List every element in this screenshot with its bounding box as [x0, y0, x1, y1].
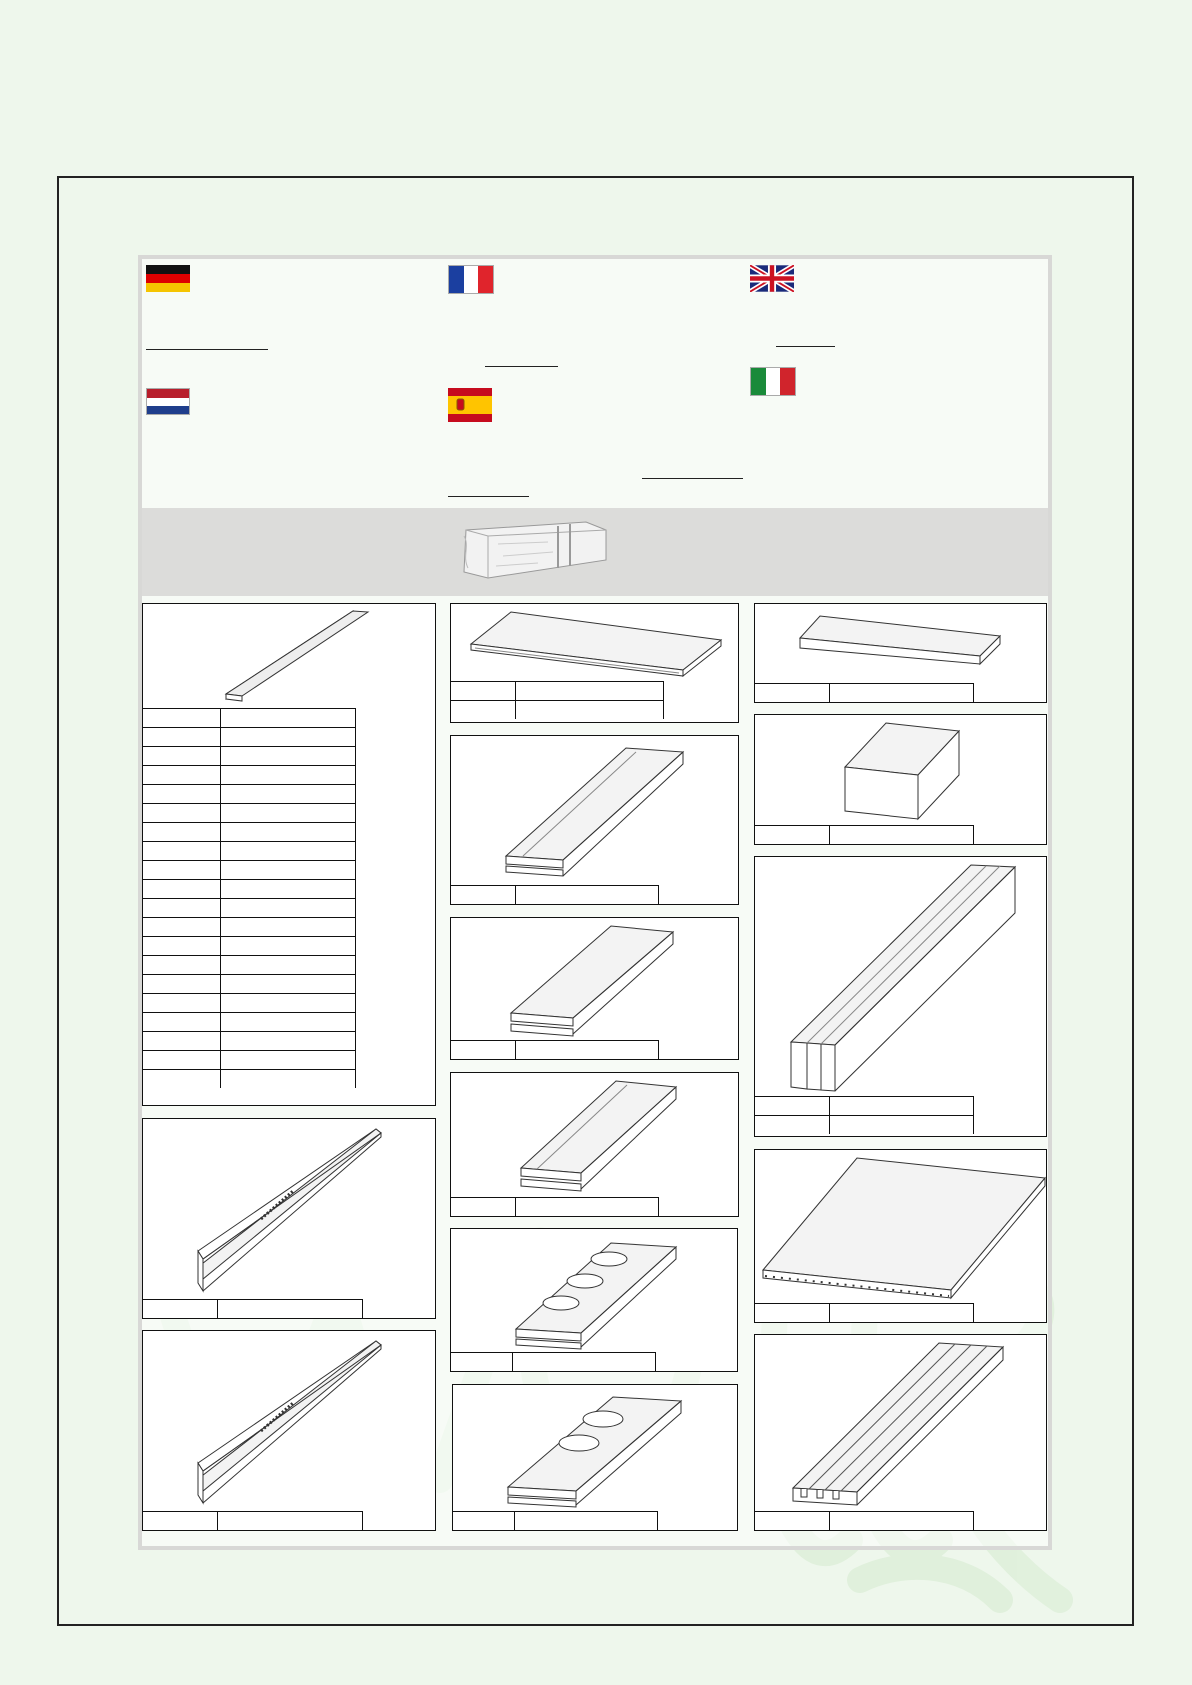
- table-row: [143, 728, 356, 747]
- beam-bundle-table: [755, 1096, 974, 1134]
- part-panel-gable-2: [142, 1330, 436, 1531]
- underline-de: [146, 349, 268, 350]
- part-panel-flat-board: [754, 603, 1047, 703]
- part-panel-beam-bundle: [754, 856, 1047, 1137]
- table-row: [451, 1041, 659, 1060]
- table-row: [143, 842, 356, 861]
- table-row: [755, 1512, 974, 1531]
- table-row: [755, 684, 974, 703]
- underline-gb: [776, 346, 835, 347]
- table-row: [143, 994, 356, 1013]
- table-row: [143, 1300, 363, 1319]
- part-panel-profile-board-3: [450, 1072, 739, 1217]
- table-row: [143, 1032, 356, 1051]
- table-row: [143, 766, 356, 785]
- part-panel-board-list: [142, 603, 436, 1106]
- table-row: [755, 826, 974, 845]
- table-row: [451, 1198, 659, 1217]
- window-board-drawing: [451, 1229, 739, 1352]
- table-row: [143, 975, 356, 994]
- table-row: [143, 823, 356, 842]
- table-row: [143, 747, 356, 766]
- gable-2-table: [143, 1511, 363, 1530]
- floor-board-table: [451, 681, 664, 719]
- gable-1-table: [143, 1299, 363, 1318]
- part-panel-gable-1: [142, 1118, 436, 1319]
- profile-boards-drawing-2: [451, 918, 740, 1040]
- underline-es-1: [642, 478, 743, 479]
- table-row: [755, 1304, 974, 1323]
- profile-board-2-table: [451, 1040, 659, 1059]
- table-row: [143, 861, 356, 880]
- table-row: [143, 1512, 363, 1531]
- table-row: [143, 1051, 356, 1070]
- grooved-beam-drawing: [755, 1335, 1048, 1511]
- french-flag-icon: [448, 265, 494, 294]
- table-row: [143, 899, 356, 918]
- profile-board-1-table: [451, 885, 659, 904]
- floor-board-drawing: [451, 604, 740, 681]
- part-panel-panel-sheet: [754, 1149, 1047, 1323]
- panel-sheet-drawing: [755, 1150, 1048, 1303]
- board-list-table: [143, 708, 356, 1088]
- window-board-1-table: [451, 1352, 656, 1371]
- block-table: [755, 825, 974, 844]
- gable-boards-drawing-2: [143, 1331, 437, 1511]
- table-row: [451, 1353, 656, 1372]
- grooved-beam-table: [755, 1511, 974, 1530]
- table-row: [143, 1070, 356, 1089]
- table-row: [143, 937, 356, 956]
- table-row: [755, 1116, 974, 1135]
- underline-es-2: [448, 496, 529, 497]
- gable-boards-drawing: [143, 1119, 437, 1299]
- part-panel-profile-board-2: [450, 917, 739, 1060]
- table-row: [143, 785, 356, 804]
- panel-sheet-table: [755, 1303, 974, 1322]
- table-row: [143, 956, 356, 975]
- italian-flag-icon: [750, 367, 796, 396]
- flat-board-table: [755, 683, 974, 702]
- table-row: [143, 709, 356, 728]
- profile-board-3-table: [451, 1197, 659, 1216]
- part-panel-window-board-1: [450, 1228, 738, 1372]
- table-row: [453, 1512, 658, 1531]
- underline-fr: [485, 366, 558, 367]
- spanish-flag-icon: [448, 388, 492, 422]
- flat-board-drawing: [755, 604, 1048, 683]
- german-flag-icon: [146, 265, 190, 292]
- table-row: [451, 701, 664, 720]
- block-drawing: [755, 715, 1048, 825]
- window-board-drawing-2: [453, 1385, 739, 1511]
- british-flag-icon: [750, 265, 794, 292]
- table-row: [143, 918, 356, 937]
- window-board-2-table: [453, 1511, 658, 1530]
- table-row: [755, 1097, 974, 1116]
- part-panel-grooved-beam: [754, 1334, 1047, 1531]
- board-drawing: [143, 604, 437, 708]
- table-row: [143, 880, 356, 899]
- table-row: [451, 886, 659, 905]
- wrapped-package-image: [458, 516, 610, 586]
- dutch-flag-icon: [146, 388, 190, 415]
- table-row: [451, 682, 664, 701]
- part-panel-profile-board-1: [450, 735, 739, 905]
- table-row: [143, 1013, 356, 1032]
- part-panel-block: [754, 714, 1047, 845]
- profile-boards-drawing: [451, 736, 740, 885]
- table-row: [143, 804, 356, 823]
- part-panel-floor-board: [450, 603, 739, 723]
- beam-bundle-drawing: [755, 857, 1048, 1096]
- part-panel-window-board-2: [452, 1384, 738, 1531]
- profile-boards-drawing-3: [451, 1073, 740, 1197]
